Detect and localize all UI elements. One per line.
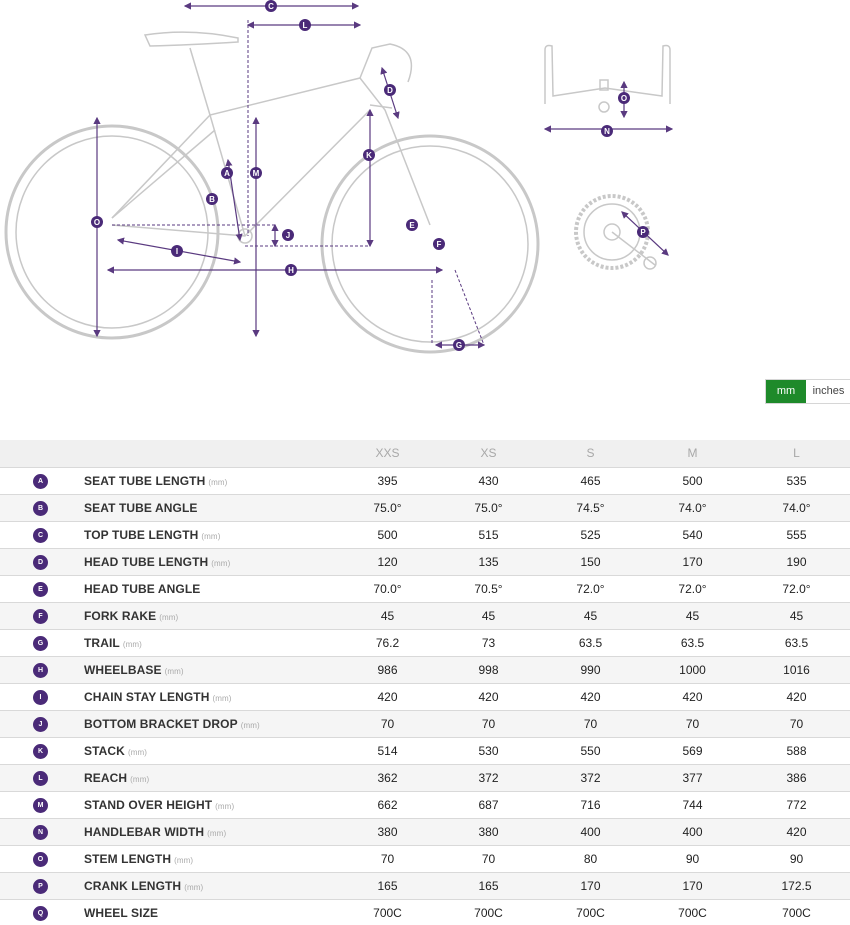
table-row: [0, 548, 850, 575]
row-value-m: 70: [642, 710, 743, 737]
row-value-s: 63.5: [539, 629, 642, 656]
row-value-xs: 165: [438, 872, 539, 899]
row-key-badge: A: [33, 474, 48, 489]
row-value-l: 63.5: [743, 629, 850, 656]
marker-b: [206, 193, 218, 205]
table-row: [0, 872, 850, 899]
row-value-m: 569: [642, 737, 743, 764]
row-value-l: 420: [743, 683, 850, 710]
row-value-s: 150: [539, 548, 642, 575]
marker-m: [250, 167, 262, 179]
row-unit: (mm): [164, 666, 184, 676]
row-label: BOTTOM BRACKET DROP: [84, 716, 238, 731]
marker-o-diagram: [91, 216, 103, 228]
row-value-m: 72.0°: [642, 575, 743, 602]
row-value-l: 70: [743, 710, 850, 737]
table-row: [0, 575, 850, 602]
svg-text:H: H: [288, 266, 294, 275]
svg-text:J: J: [285, 231, 291, 240]
table-row: [0, 683, 850, 710]
row-value-xxs: 165: [337, 872, 438, 899]
row-label-cell: [84, 845, 337, 872]
svg-text:P: P: [640, 228, 646, 237]
svg-text:G: G: [455, 341, 463, 350]
svg-text:C: C: [268, 2, 274, 11]
row-label-cell: [84, 764, 337, 791]
row-badge-cell: [0, 845, 84, 872]
row-value-xs: 75.0°: [438, 494, 539, 521]
svg-text:F: F: [436, 240, 442, 249]
row-key-badge: Q: [33, 906, 48, 921]
row-unit: (mm): [211, 558, 231, 568]
marker-p: [637, 226, 649, 238]
row-key-badge: O: [33, 852, 48, 867]
svg-text:O: O: [93, 218, 101, 227]
row-badge-cell: [0, 818, 84, 845]
row-value-s: 400: [539, 818, 642, 845]
row-key-badge: I: [33, 690, 48, 705]
row-unit: (mm): [184, 882, 204, 892]
row-label-cell: [84, 737, 337, 764]
row-label: STACK: [84, 743, 125, 758]
marker-l: [299, 19, 311, 31]
row-label-cell: [84, 710, 337, 737]
row-badge-cell: [0, 467, 84, 494]
row-value-m: 400: [642, 818, 743, 845]
row-value-xs: 530: [438, 737, 539, 764]
size-header-l: L: [743, 440, 850, 467]
svg-text:K: K: [366, 151, 372, 160]
marker-a: [221, 167, 233, 179]
row-value-s: 70: [539, 710, 642, 737]
row-value-xs: 70: [438, 710, 539, 737]
row-value-xxs: 45: [337, 602, 438, 629]
row-label: SEAT TUBE ANGLE: [84, 500, 198, 515]
row-value-xxs: 514: [337, 737, 438, 764]
row-value-xs: 70.5°: [438, 575, 539, 602]
row-value-m: 1000: [642, 656, 743, 683]
row-value-l: 555: [743, 521, 850, 548]
row-label: CHAIN STAY LENGTH: [84, 689, 210, 704]
row-label: WHEEL SIZE: [84, 905, 159, 920]
table-row: [0, 467, 850, 494]
table-row: [0, 764, 850, 791]
row-label-cell: [84, 818, 337, 845]
row-badge-cell: [0, 683, 84, 710]
row-label: HEAD TUBE LENGTH: [84, 554, 209, 569]
size-header-xs: XS: [438, 440, 539, 467]
row-key-badge: H: [33, 663, 48, 678]
marker-n: [601, 125, 613, 137]
table-row: [0, 899, 850, 925]
row-value-m: 377: [642, 764, 743, 791]
row-value-m: 63.5: [642, 629, 743, 656]
row-label-cell: [84, 683, 337, 710]
row-unit: (mm): [208, 477, 228, 487]
table-header-row: [0, 440, 850, 467]
row-value-m: 420: [642, 683, 743, 710]
row-value-xxs: 76.2: [337, 629, 438, 656]
row-key-badge: P: [33, 879, 48, 894]
geometry-diagram: [0, 0, 850, 370]
row-value-xxs: 380: [337, 818, 438, 845]
row-badge-cell: [0, 872, 84, 899]
row-value-m: 700C: [642, 899, 743, 925]
marker-o: [618, 92, 630, 104]
marker-k: [363, 149, 375, 161]
marker-g: [453, 339, 465, 351]
row-key-badge: B: [33, 501, 48, 516]
row-value-l: 772: [743, 791, 850, 818]
row-value-s: 72.0°: [539, 575, 642, 602]
marker-c: [265, 0, 277, 12]
row-value-l: 1016: [743, 656, 850, 683]
geometry-table: [0, 440, 850, 925]
table-row: [0, 818, 850, 845]
mm-button[interactable]: mm: [766, 380, 806, 403]
row-value-s: 716: [539, 791, 642, 818]
row-label: TOP TUBE LENGTH: [84, 527, 199, 542]
row-key-badge: G: [33, 636, 48, 651]
row-value-m: 45: [642, 602, 743, 629]
svg-text:D: D: [387, 86, 393, 95]
row-value-xs: 73: [438, 629, 539, 656]
row-badge-cell: [0, 791, 84, 818]
row-key-badge: C: [33, 528, 48, 543]
row-value-xxs: 120: [337, 548, 438, 575]
size-header-m: M: [642, 440, 743, 467]
marker-e: [406, 219, 418, 231]
row-unit: (mm): [215, 801, 235, 811]
row-value-xxs: 420: [337, 683, 438, 710]
row-value-xxs: 662: [337, 791, 438, 818]
row-value-l: 90: [743, 845, 850, 872]
row-badge-cell: [0, 602, 84, 629]
row-badge-cell: [0, 899, 84, 925]
row-badge-cell: [0, 737, 84, 764]
row-value-m: 540: [642, 521, 743, 548]
size-header-s: S: [539, 440, 642, 467]
row-key-badge: J: [33, 717, 48, 732]
row-badge-cell: [0, 710, 84, 737]
front-wheel: [322, 136, 538, 352]
table-row: [0, 521, 850, 548]
row-value-m: 90: [642, 845, 743, 872]
header-spacer: [0, 440, 84, 467]
handlebar-top-view: [545, 46, 670, 113]
row-value-l: 386: [743, 764, 850, 791]
svg-text:A: A: [224, 169, 230, 178]
row-badge-cell: [0, 629, 84, 656]
row-label: TRAIL: [84, 635, 120, 650]
row-key-badge: N: [33, 825, 48, 840]
row-value-xxs: 500: [337, 521, 438, 548]
row-value-m: 744: [642, 791, 743, 818]
table-row: [0, 710, 850, 737]
row-label-cell: [84, 656, 337, 683]
row-unit: (mm): [207, 828, 227, 838]
table-row: [0, 791, 850, 818]
row-badge-cell: [0, 521, 84, 548]
row-badge-cell: [0, 494, 84, 521]
row-label-cell: [84, 467, 337, 494]
row-value-xxs: 75.0°: [337, 494, 438, 521]
row-value-l: 45: [743, 602, 850, 629]
row-label-cell: [84, 872, 337, 899]
row-unit: (mm): [212, 693, 232, 703]
row-value-m: 170: [642, 872, 743, 899]
row-value-xs: 135: [438, 548, 539, 575]
row-value-m: 74.0°: [642, 494, 743, 521]
table-row: [0, 602, 850, 629]
row-value-xs: 372: [438, 764, 539, 791]
table-row: [0, 629, 850, 656]
row-label: FORK RAKE: [84, 608, 157, 623]
row-value-s: 550: [539, 737, 642, 764]
table-row: [0, 494, 850, 521]
row-value-m: 500: [642, 467, 743, 494]
row-value-l: 535: [743, 467, 850, 494]
row-value-xs: 515: [438, 521, 539, 548]
row-unit: (mm): [174, 855, 194, 865]
header-label-spacer: [84, 440, 337, 467]
row-value-s: 80: [539, 845, 642, 872]
row-unit: (mm): [130, 774, 150, 784]
row-value-xs: 70: [438, 845, 539, 872]
row-value-s: 700C: [539, 899, 642, 925]
row-value-xxs: 700C: [337, 899, 438, 925]
svg-text:B: B: [209, 195, 215, 204]
svg-text:M: M: [252, 169, 260, 178]
row-unit: (mm): [240, 720, 260, 730]
row-value-s: 45: [539, 602, 642, 629]
row-value-xxs: 395: [337, 467, 438, 494]
unit-toggle: [765, 379, 850, 404]
table-row: [0, 656, 850, 683]
size-header-xxs: XXS: [337, 440, 438, 467]
row-value-xs: 45: [438, 602, 539, 629]
marker-d: [384, 84, 396, 96]
row-label: WHEELBASE: [84, 662, 162, 677]
row-value-xxs: 70: [337, 710, 438, 737]
row-label: STAND OVER HEIGHT: [84, 797, 213, 812]
row-label-cell: [84, 575, 337, 602]
row-key-badge: L: [33, 771, 48, 786]
row-value-s: 525: [539, 521, 642, 548]
row-value-s: 420: [539, 683, 642, 710]
row-value-xxs: 70: [337, 845, 438, 872]
row-value-m: 170: [642, 548, 743, 575]
row-key-badge: F: [33, 609, 48, 624]
svg-text:N: N: [604, 127, 610, 136]
inches-button[interactable]: inches: [806, 380, 850, 403]
row-value-xs: 998: [438, 656, 539, 683]
row-label: CRANK LENGTH: [84, 878, 182, 893]
row-label: HEAD TUBE ANGLE: [84, 581, 201, 596]
svg-text:O: O: [620, 94, 628, 103]
row-value-xs: 420: [438, 683, 539, 710]
row-label-cell: [84, 602, 337, 629]
marker-h: [285, 264, 297, 276]
marker-f: [433, 238, 445, 250]
row-value-xs: 687: [438, 791, 539, 818]
row-label: HANDLEBAR WIDTH: [84, 824, 205, 839]
row-label: SEAT TUBE LENGTH: [84, 473, 206, 488]
row-unit: (mm): [159, 612, 179, 622]
row-value-l: 72.0°: [743, 575, 850, 602]
row-value-l: 74.0°: [743, 494, 850, 521]
row-value-l: 588: [743, 737, 850, 764]
row-badge-cell: [0, 548, 84, 575]
row-label-cell: [84, 521, 337, 548]
svg-text:L: L: [302, 21, 308, 30]
row-key-badge: D: [33, 555, 48, 570]
row-badge-cell: [0, 764, 84, 791]
row-value-s: 372: [539, 764, 642, 791]
row-label-cell: [84, 791, 337, 818]
row-label: REACH: [84, 770, 128, 785]
row-value-s: 170: [539, 872, 642, 899]
svg-text:I: I: [175, 247, 179, 256]
row-label-cell: [84, 629, 337, 656]
marker-i: [171, 245, 183, 257]
table-row: [0, 737, 850, 764]
rear-wheel: [6, 126, 218, 338]
row-value-s: 74.5°: [539, 494, 642, 521]
row-label-cell: [84, 548, 337, 575]
dimension-lines: [97, 6, 672, 345]
marker-j: [282, 229, 294, 241]
row-value-l: 700C: [743, 899, 850, 925]
bike-geometry-svg: [0, 0, 850, 370]
row-value-xxs: 986: [337, 656, 438, 683]
row-label: STEM LENGTH: [84, 851, 172, 866]
row-unit: (mm): [127, 747, 148, 757]
row-unit: (mm): [122, 639, 142, 649]
row-value-s: 465: [539, 467, 642, 494]
row-value-l: 190: [743, 548, 850, 575]
row-key-badge: M: [33, 798, 48, 813]
row-label-cell: [84, 899, 337, 925]
row-unit: (mm): [201, 531, 221, 541]
row-value-xs: 430: [438, 467, 539, 494]
table-row: [0, 845, 850, 872]
row-label-cell: [84, 494, 337, 521]
row-key-badge: K: [33, 744, 48, 759]
row-value-xxs: 70.0°: [337, 575, 438, 602]
row-value-l: 420: [743, 818, 850, 845]
svg-text:E: E: [409, 221, 415, 230]
row-badge-cell: [0, 656, 84, 683]
row-key-badge: E: [33, 582, 48, 597]
row-value-xs: 700C: [438, 899, 539, 925]
row-value-s: 990: [539, 656, 642, 683]
row-value-xs: 380: [438, 818, 539, 845]
row-value-xxs: 362: [337, 764, 438, 791]
row-value-l: 172.5: [743, 872, 850, 899]
row-badge-cell: [0, 575, 84, 602]
